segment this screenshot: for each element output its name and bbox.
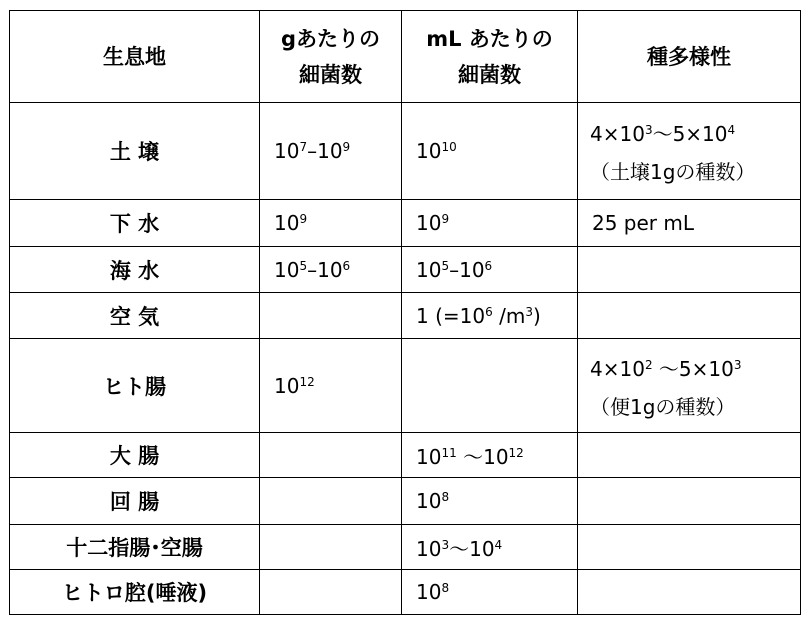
habitat-cell: 海 水	[10, 247, 260, 293]
diversity-cell	[578, 293, 801, 339]
exponent: 8	[441, 490, 450, 504]
habitat-cell: 下 水	[10, 200, 260, 247]
per-ml-cell: $10^{11}$ $\sim 10^{12}$	[402, 433, 578, 478]
table-row	[10, 339, 801, 433]
header-per-g	[260, 11, 402, 103]
per-ml-cell: $10^3\sim 10^4$	[402, 525, 578, 570]
habitat-cell: ヒト腸	[10, 339, 260, 433]
exponent: 5	[441, 258, 450, 273]
habitat-cell: 回 腸	[10, 478, 260, 525]
table-row	[10, 478, 801, 525]
exponent: 3	[644, 123, 653, 137]
table-row	[10, 525, 801, 570]
diversity-cell	[578, 478, 801, 525]
exponent: 6	[485, 304, 493, 319]
exponent: 9	[299, 212, 308, 226]
per-g-cell	[260, 570, 402, 615]
header-per-ml-line1: mL あたりの	[426, 26, 553, 51]
diversity-cell: 25 per mL	[578, 200, 801, 247]
table-row	[10, 103, 801, 200]
diversity-cell	[578, 433, 801, 478]
diversity-line2: （土壌1gの種数）	[590, 160, 756, 184]
diversity-line1: $4\times 10^2$ $\sim 5\times 10^3$	[590, 356, 742, 381]
table-row	[10, 433, 801, 478]
header-per-g-line2: 細菌数	[299, 62, 362, 87]
exponent: 3	[441, 537, 450, 552]
exponent: 7	[299, 140, 308, 154]
exponent: 9	[441, 212, 450, 226]
header-per-ml-line2: 細菌数	[458, 62, 521, 87]
exponent: 4	[494, 537, 503, 552]
per-g-cell	[260, 525, 402, 570]
exponent: 6	[342, 258, 351, 273]
exponent: 2	[644, 357, 653, 372]
diversity-cell	[578, 570, 801, 615]
per-ml-cell: 1 ($=10^6$ $/m^3$)	[402, 293, 578, 339]
header-habitat: 生息地	[10, 11, 260, 103]
table-row	[10, 293, 801, 339]
per-g-cell: $10^5-10^6$	[260, 247, 402, 293]
per-g-cell: $10^9$	[260, 200, 402, 247]
exponent: 8	[441, 581, 450, 595]
header-row	[10, 11, 801, 103]
per-g-cell	[260, 433, 402, 478]
per-ml-cell: $10^8$	[402, 570, 578, 615]
habitat-cell: ヒトロ腔(唾液)	[10, 570, 260, 615]
table-row	[10, 247, 801, 293]
header-diversity: 種多様性	[578, 11, 801, 103]
per-g-cell	[260, 293, 402, 339]
per-ml-cell: $10^8$	[402, 478, 578, 525]
exponent: 6	[484, 258, 493, 273]
header-per-g-line1: gあたりの	[280, 26, 381, 51]
per-ml-cell: $10^5-10^6$	[402, 247, 578, 293]
diversity-line2: （便1gの種数）	[590, 394, 736, 419]
per-g-cell	[260, 478, 402, 525]
habitat-cell: 大 腸	[10, 433, 260, 478]
table-row	[10, 200, 801, 247]
per-ml-cell	[402, 339, 578, 433]
habitat-cell: 土 壌	[10, 103, 260, 200]
per-ml-cell: $10^9$	[402, 200, 578, 247]
habitat-cell: 十二指腸･空腸	[10, 525, 260, 570]
table-row	[10, 570, 801, 615]
per-g-cell: $10^{12}$	[260, 339, 402, 433]
exponent: 9	[342, 140, 351, 154]
diversity-cell	[578, 247, 801, 293]
habitat-cell: 空 気	[10, 293, 260, 339]
exponent: 12	[508, 445, 524, 460]
header-per-ml	[402, 11, 578, 103]
diversity-cell	[578, 525, 801, 570]
diversity-cell	[578, 339, 801, 433]
exponent: 3	[733, 357, 742, 372]
exponent: 12	[299, 374, 315, 389]
exponent: 10	[441, 140, 457, 154]
bacteria-table	[9, 10, 801, 615]
per-g-cell: $10^7-10^9$	[260, 103, 402, 200]
exponent: 3	[525, 304, 533, 319]
diversity-line1: $4\times 10^3\sim 5\times 10^4$	[590, 122, 736, 146]
exponent: 5	[299, 258, 308, 273]
diversity-cell	[578, 103, 801, 200]
per-ml-cell: $10^{10}$	[402, 103, 578, 200]
exponent: 11	[441, 445, 457, 460]
exponent: 4	[727, 123, 736, 137]
